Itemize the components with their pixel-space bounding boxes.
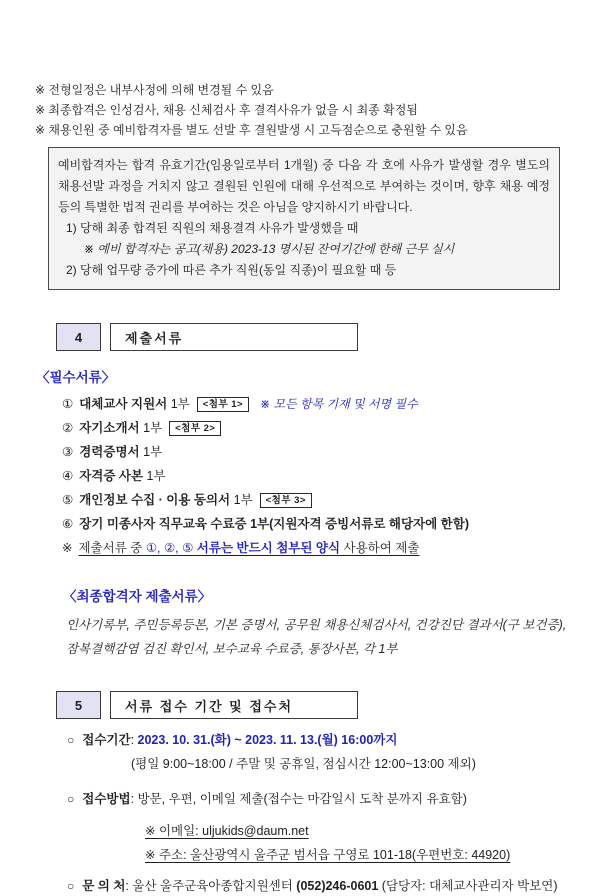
doc-item	[62, 443, 600, 462]
section-5-header	[56, 691, 600, 719]
section-4-header	[56, 323, 600, 351]
period-label: 접수기간	[82, 733, 131, 747]
doc-item	[62, 419, 600, 438]
doc-item	[62, 395, 600, 414]
doc-name: 자격증 사본	[79, 469, 144, 483]
attachment-tag: <첨부 3>	[260, 493, 312, 508]
doc-name: 개인정보 수집 · 이용 동의서	[79, 493, 231, 507]
notice-item-1: 1) 당해 최종 합격된 직원의 채용결격 사유가 발생했을 때	[66, 221, 359, 235]
final-docs-line: 인사기록부, 주민등록등본, 기본 증명서, 공무원 채용신체검사서, 건강진단 결과서(구 보건증),	[66, 618, 567, 632]
reception-period-row	[67, 731, 600, 750]
submit-format-note	[62, 539, 600, 558]
item-number: ⑥	[62, 517, 74, 531]
doc-copies: 1부	[167, 397, 190, 411]
note-highlight-numbers: ①, ②, ⑤	[145, 541, 194, 555]
final-docs-line: 잠복결핵감염 검진 확인서, 보수교육 수료증, 통장사본, 각 1부	[66, 642, 398, 656]
section-number-badge: 5	[56, 691, 101, 719]
doc-copies: 1부	[139, 421, 163, 435]
notice-paragraph: 예비합격자는 합격 유효기간(임용일로부터 1개월) 중 다음 각 호에 사유가 발생할 경우 별도의 채용선발 과정을 거치지 않고 결원된 인원에 대해 우선적으로 부여하는 것이며, 향후 채용 예정 등의 특별한 법적 권리를 부여하는 것은 아님을 양지하시기 바랍니다.	[58, 158, 550, 214]
attachment-tag: <첨부 1>	[197, 397, 249, 412]
note-line: ※ 최종합격은 인성검사, 채용 신체검사 후 결격사유가 없을 시 최종 확정됨	[35, 103, 418, 117]
item-number: ⑤	[62, 493, 74, 507]
notice-item-2: 2) 당해 업무량 증가에 따른 추가 직원(동일 직종)이 필요할 때 등	[66, 263, 397, 277]
contact-row	[67, 877, 600, 896]
circle-marker: ○	[67, 792, 75, 806]
circle-marker: ○	[67, 879, 75, 893]
attachment-tag: <첨부 2>	[169, 421, 221, 436]
doc-copies: 1부	[143, 469, 166, 483]
notice-item-1-note: ※ 예비 합격자는 공고(채용) 2023-13 명시된 잔여기간에 한해 근무 실시	[84, 242, 455, 256]
final-docs-lines	[66, 613, 600, 661]
note-pre: 제출서류 중	[78, 541, 146, 555]
item-number: ③	[62, 445, 74, 459]
contact-phone: (052)246-0601	[296, 879, 379, 893]
address-line: ※ 주소: 울산광역시 울주군 범서읍 구영로 101-18(우편번호: 44920)	[145, 848, 511, 862]
final-docs-heading: 〈최종합격자 제출서류〉	[63, 589, 212, 604]
circle-marker: ○	[67, 733, 75, 747]
item-number: ①	[62, 397, 74, 411]
reception-method-row	[67, 790, 600, 809]
section-title: 제출서류	[110, 323, 358, 351]
doc-item	[62, 467, 600, 486]
note-line: ※ 전형일정은 내부사정에 의해 변경될 수 있음	[35, 83, 274, 97]
section-number-badge: 4	[56, 323, 101, 351]
required-docs-list	[62, 395, 600, 558]
section-title: 서류 접수 기간 및 접수처	[110, 691, 358, 719]
doc-item-note: ※ 모든 항목 기재 및 서명 필수	[260, 397, 418, 411]
item-number: ②	[62, 421, 74, 435]
method-value: : 방문, 우편, 이메일 제출(접수는 마감일시 도착 분까지 유효함)	[130, 792, 467, 806]
reserve-candidate-notice-box	[48, 147, 560, 290]
method-label: 접수방법	[82, 792, 131, 806]
note-post: 사용하여 제출	[340, 541, 420, 555]
note-highlight: 서류는 반드시 첨부된 양식	[193, 541, 341, 555]
colon: :	[130, 733, 138, 747]
doc-name: 자기소개서	[79, 421, 140, 435]
top-notes	[35, 0, 600, 140]
item-number: ④	[62, 469, 74, 483]
contact-pre: : 울산 울주군육아종합지원센터	[125, 879, 297, 893]
note-line: ※ 채용인원 중 예비합격자를 별도 선발 후 결원발생 시 고득점순으로 충원할 수 있음	[35, 123, 468, 137]
doc-item	[62, 491, 600, 510]
reception-info	[0, 731, 600, 896]
doc-name: 장기 미종사자 직무교육 수료증 1부(지원자격 증빙서류로 해당자에 한함)	[79, 517, 469, 531]
period-value: 2023. 10. 31.(화) ~ 2023. 11. 13.(월) 16:00까지	[137, 733, 398, 747]
required-docs-heading: 〈필수서류〉	[36, 370, 116, 385]
doc-copies: 1부	[230, 493, 253, 507]
reception-period-detail: (평일 9:00~18:00 / 주말 및 공휴일, 점심시간 12:00~13:00 제외)	[131, 757, 476, 771]
doc-copies: 1부	[139, 445, 163, 459]
contact-label: 문 의 처	[82, 879, 126, 893]
doc-item	[62, 515, 600, 534]
doc-name: 대체교사 지원서	[79, 397, 168, 411]
doc-name: 경력증명서	[79, 445, 140, 459]
email-line: ※ 이메일: uljukids@daum.net	[145, 824, 309, 838]
contact-post: (담당자: 대체교사관리자 박보연)	[378, 879, 558, 893]
asterisk-marker: ※	[62, 541, 73, 555]
